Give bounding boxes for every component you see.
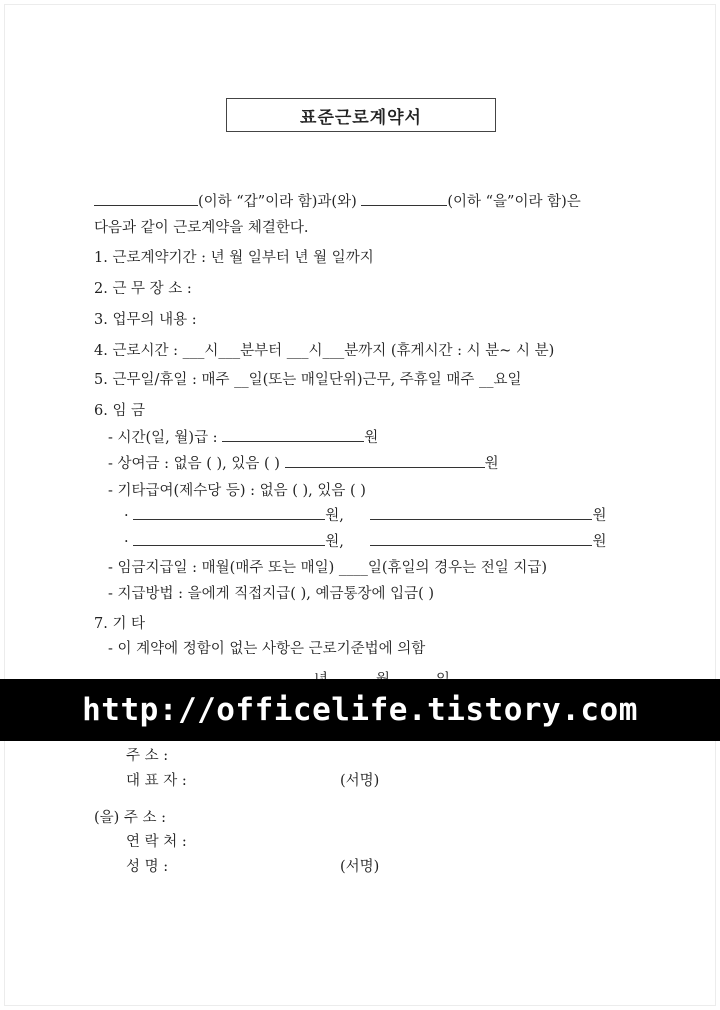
item-other-note: - 이 계약에 정함이 없는 사항은 근로기준법에 의함 bbox=[108, 641, 426, 657]
eul-sign-label: (서명) bbox=[340, 859, 380, 875]
blank-gap-name bbox=[94, 191, 198, 206]
blank-other-pay-2b bbox=[370, 531, 592, 546]
date-year-peek bbox=[314, 668, 328, 679]
other-pay-row: - 기타급여(제수당 등) : 없음 ( ), 있음 ( ) bbox=[108, 483, 366, 499]
eul-contact-row: 연 락 처 : bbox=[126, 834, 187, 850]
gap-representative-row: 대 표 자 : bbox=[126, 773, 187, 789]
date-month-peek bbox=[376, 668, 390, 679]
item-working-hours: 4. 근로시간 : ___시___분부터 ___시___분까지 (휴게시간 : 시 분~ 시 분) bbox=[94, 343, 555, 359]
payday-row: - 임금지급일 : 매월(매주 또는 매일) ____일(휴일의 경우는 전일 지급) bbox=[108, 560, 548, 576]
blank-other-pay-1a bbox=[133, 505, 325, 520]
eul-name-row: 성 명 : bbox=[126, 859, 169, 875]
blank-eul-name bbox=[361, 191, 447, 206]
item-wages: 6. 임 금 bbox=[94, 403, 146, 419]
other-pay-item-1: · 원, 원 bbox=[124, 504, 606, 525]
blank-other-pay-1b bbox=[370, 505, 592, 520]
eul-address-row: (을) 주 소 : bbox=[94, 810, 167, 826]
blank-other-pay-2a bbox=[133, 531, 325, 546]
intro-line-1: (이하 “갑”이라 함)과(와) (이하 “을”이라 함)은 bbox=[94, 190, 581, 211]
intro-line-2: 다음과 같이 근로계약을 체결한다. bbox=[94, 220, 309, 236]
date-day-peek bbox=[436, 668, 450, 679]
item-workdays: 5. 근무일/휴일 : 매주 __일(또는 매일단위)근무, 주휴일 매주 __요일 bbox=[94, 372, 522, 388]
item-job-description: 3. 업무의 내용 : bbox=[94, 312, 197, 328]
blank-bonus-amount bbox=[285, 453, 485, 468]
pay-method-row: - 지급방법 : 을에게 직접지급( ), 예금통장에 입금( ) bbox=[108, 586, 435, 602]
blank-wage-amount bbox=[222, 427, 364, 442]
gap-sign-label: (서명) bbox=[340, 773, 380, 789]
wage-hourly-row: - 시간(일, 월)급 : 원 bbox=[108, 426, 378, 447]
item-contract-period: 1. 근로계약기간 : 년 월 일부터 년 월 일까지 bbox=[94, 250, 374, 266]
document-title: 표준근로계약서 bbox=[226, 98, 496, 132]
bonus-row: - 상여금 : 없음 ( ), 있음 ( ) 원 bbox=[108, 452, 499, 473]
item-other: 7. 기 타 bbox=[94, 616, 146, 632]
item-workplace: 2. 근 무 장 소 : bbox=[94, 281, 192, 297]
other-pay-item-2: · 원, 원 bbox=[124, 530, 606, 551]
gap-address-row: 주 소 : bbox=[126, 748, 169, 764]
watermark-banner: http://officelife.tistory.com bbox=[0, 679, 720, 741]
